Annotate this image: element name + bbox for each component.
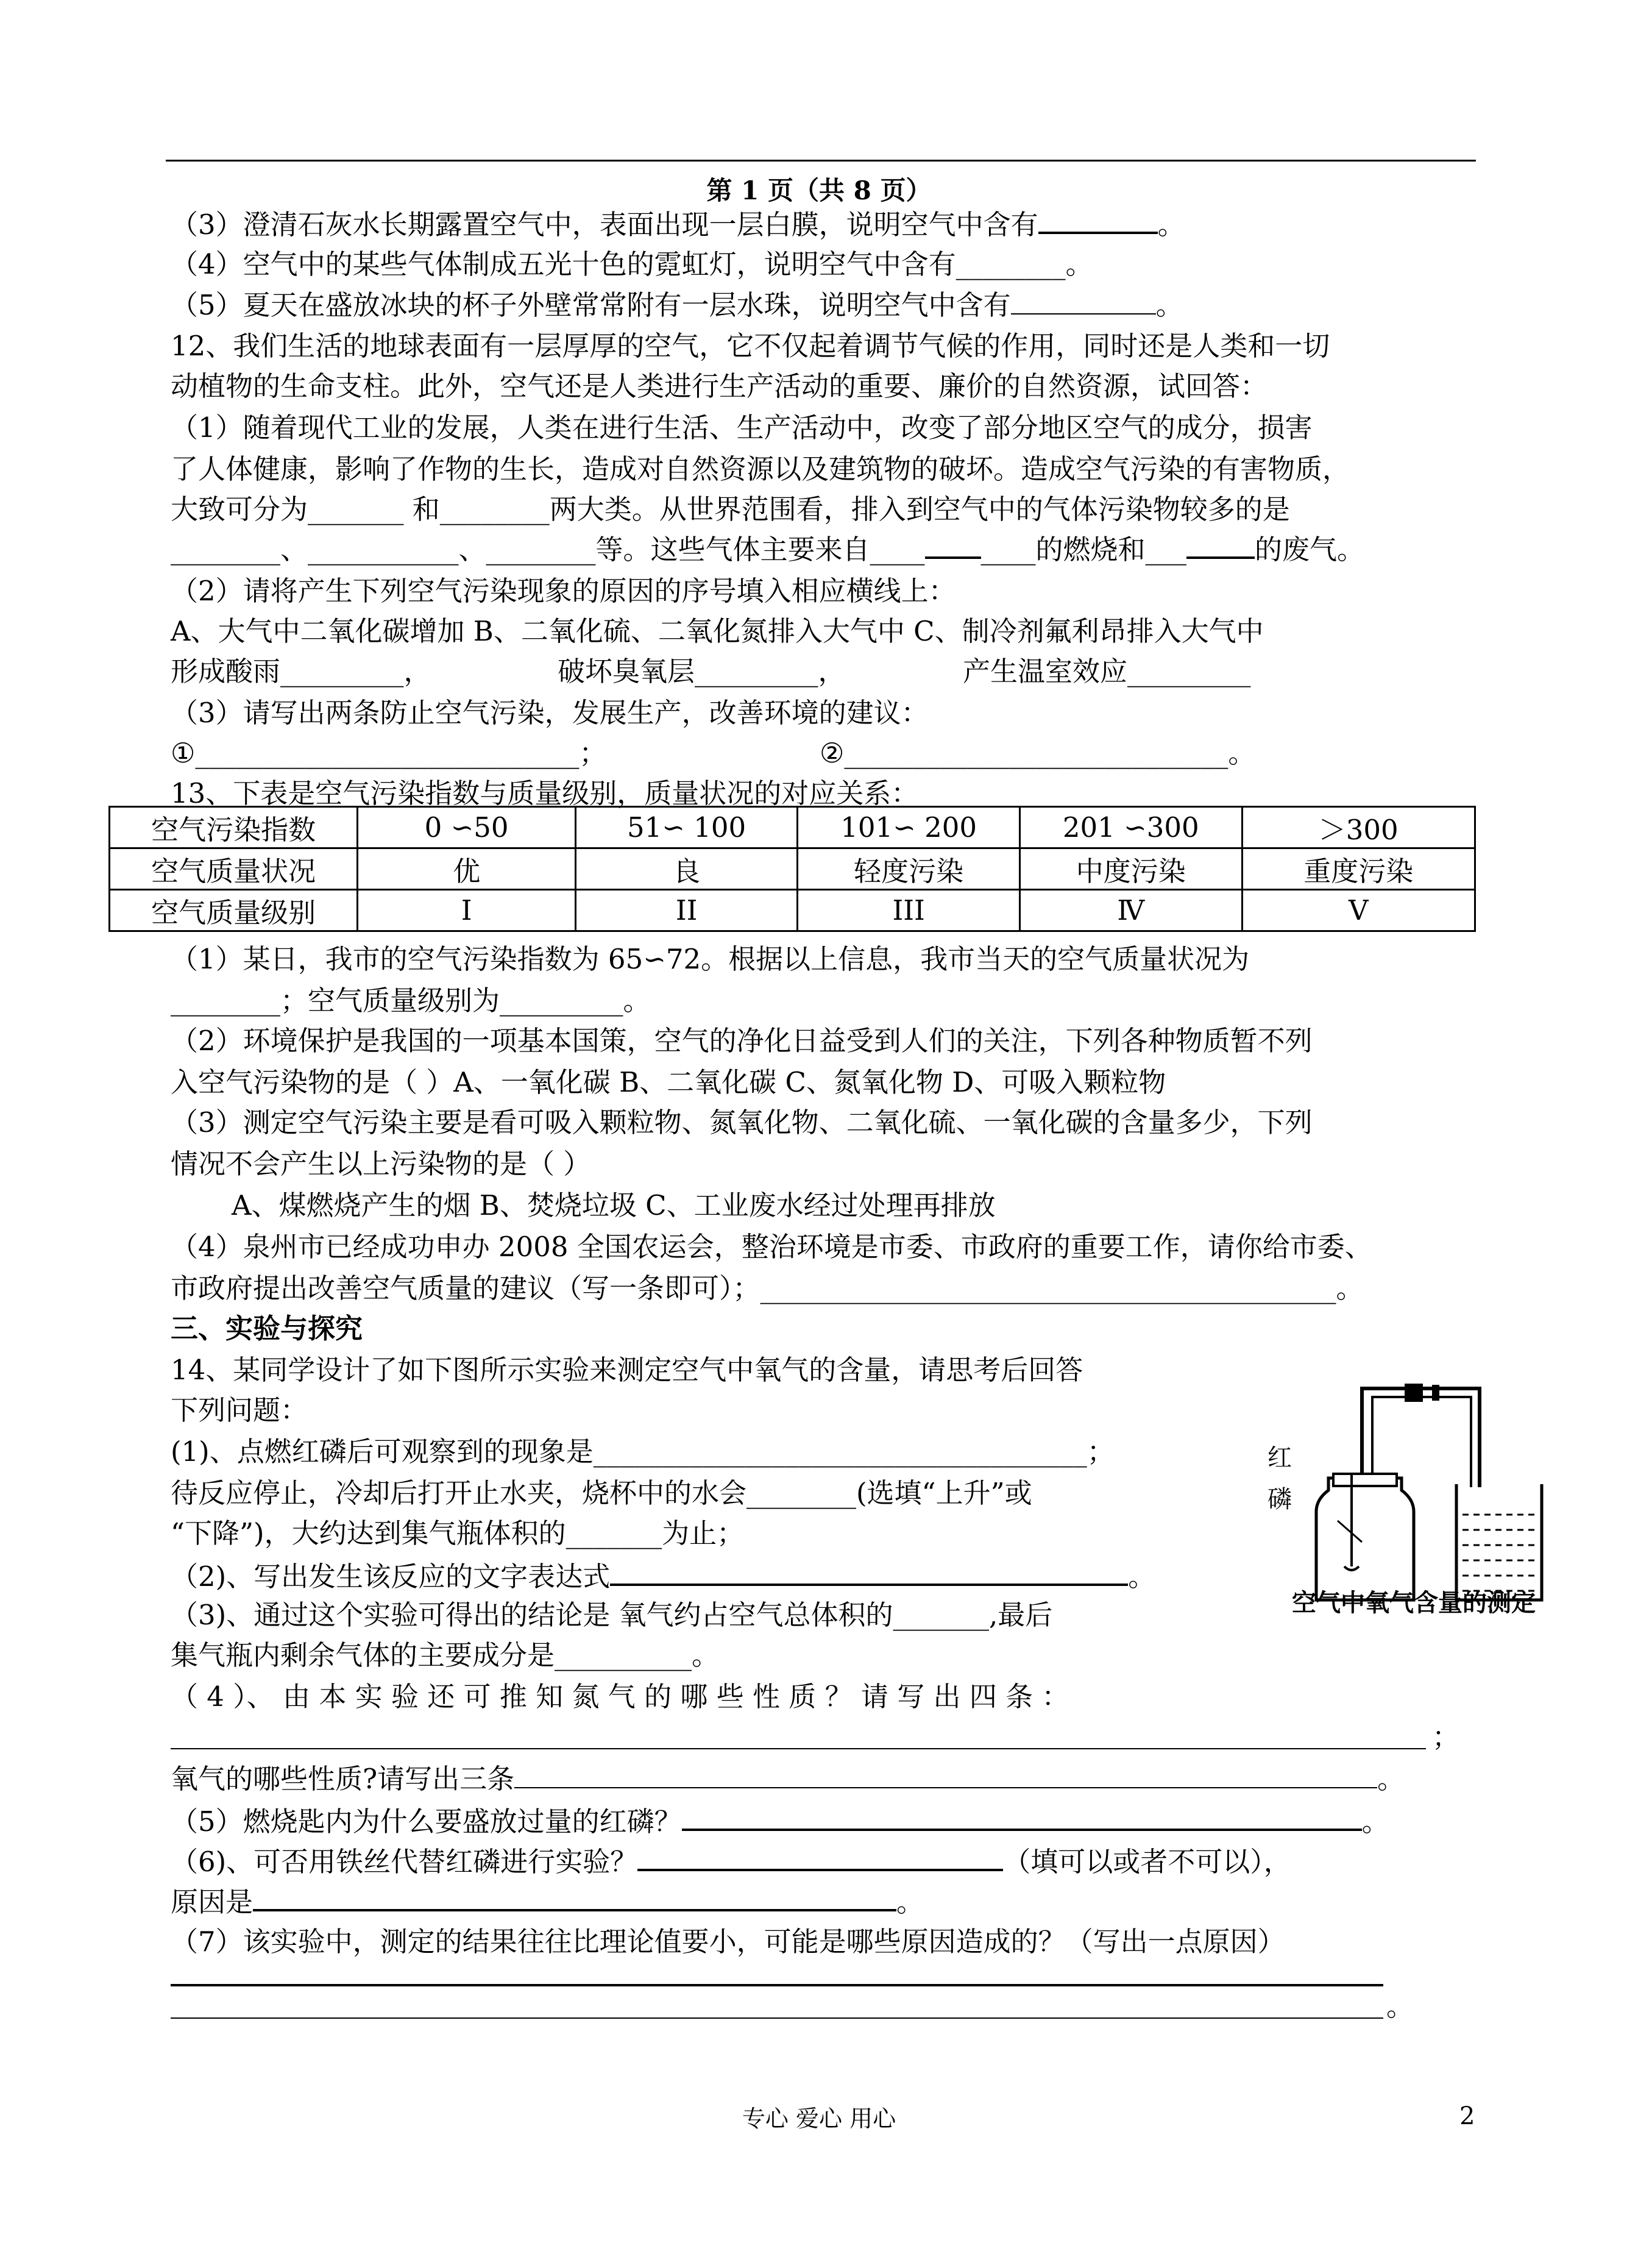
q13-part4-line1: （4）泉州市已经成功申办 2008 全国农运会，整治环境是市委、市政府的重要工作，请你给市委、 — [171, 1231, 1372, 1263]
table-row — [110, 890, 1475, 931]
answer-blank — [925, 538, 981, 559]
q13-part4-line2: 市政府提出改善空气质量的建议（写一条即可）；__________________________________________。 — [171, 1272, 1364, 1304]
q12-part2-ozone: 破坏臭氧层_________， — [558, 655, 846, 688]
q13-part1-line2: ________；空气质量级别为_________。 — [171, 984, 651, 1017]
q14-part1-line2: 待反应停止，冷却后打开止水夹，烧杯中的水会________(选填“上升”或 — [171, 1477, 1032, 1509]
table-cell: 101∽ 200 — [798, 807, 1020, 848]
q13-part1-line1: （1）某日，我市的空气污染指数为 65∽72。根据以上信息，我市当天的空气质量状况为 — [171, 943, 1250, 975]
table-row — [110, 848, 1475, 890]
q14-part4-line1: （ 4 ）、 由 本 实 验 还 可 推 知 氮 气 的 哪 些 性 质 ？ 请 写 出 四 条 ： — [171, 1680, 1069, 1713]
q12-part1-line3: 大致可分为_______ 和________两大类。从世界范围看，排入到空气中的气体污染物较多的是 — [171, 493, 1290, 525]
answer-blank — [1038, 205, 1158, 234]
q12-part2-options: A、大气中二氧化碳增加 B、二氧化硫、二氧化氮排入大气中 C、制冷剂氟利昂排入大气中 — [171, 615, 1264, 647]
q13-title: 13、下表是空气污染指数与质量级别，质量状况的对应关系： — [171, 777, 919, 809]
answer-line — [171, 1984, 1383, 1986]
q12-part1-line2: 了人体健康，影响了作物的生长，造成对自然资源以及建筑物的破坏。造成空气污染的有害物质， — [171, 453, 1350, 485]
table-cell: V — [1242, 890, 1475, 931]
answer-blank — [637, 1842, 1003, 1871]
table-cell: 空气污染指数 — [110, 807, 358, 848]
answer-line — [171, 2017, 1383, 2019]
section-title: 三、实验与探究 — [171, 1312, 363, 1345]
q12-part2-greenhouse: 产生温室效应_________ — [963, 655, 1251, 688]
q14-part6-line1: （6)、可否用铁丝代替红磷进行实验？ （填可以或者不可以）， — [171, 1842, 1291, 1880]
q14-part3-line1: （3)、通过这个实验可得出的结论是 氧气约占空气总体积的_______,最后 — [171, 1599, 1053, 1631]
answer-blank — [514, 1760, 1377, 1788]
q14-part5: （5）燃烧匙内为什么要盛放过量的红磷？ 。 — [171, 1802, 1389, 1840]
q14-intro-line2: 下列问题： — [171, 1394, 308, 1426]
q13-part2-line2: 入空气污染物的是（ ）A、一氧化碳 B、二氧化碳 C、氮氧化物 D、可吸入颗粒物 — [171, 1066, 1166, 1098]
q12-part2-title: （2）请将产生下列空气污染现象的原因的序号填入相应横线上： — [171, 575, 956, 607]
q14-part4-line1-end: ； — [1432, 1721, 1460, 1753]
air-quality-table — [108, 806, 1476, 932]
q12-part3-suggestion2: ②____________________________。 — [820, 737, 1256, 769]
page-info: 第 1 页（共 8 页） — [706, 176, 932, 205]
figure-caption: 空气中氧气含量的测定 — [1292, 1588, 1536, 1617]
table-cell: 空气质量状况 — [110, 848, 358, 890]
table-cell: Ⅳ — [1019, 890, 1242, 931]
q14-part7-end: 。 — [1386, 1990, 1414, 2022]
q11-part5: （5）夏天在盛放冰块的杯子外壁常常附有一层水珠，说明空气中含有 。 — [171, 286, 1183, 324]
q12-part2-acid-rain: 形成酸雨_________， — [171, 655, 431, 688]
q14-part3-line2: 集气瓶内剩余气体的主要成分是__________。 — [171, 1639, 720, 1671]
table-cell: 重度污染 — [1242, 848, 1475, 890]
q14-part6-line2: 原因是 。 — [171, 1882, 924, 1921]
answer-blank — [610, 1557, 1128, 1586]
q14-part4-line2: 氧气的哪些性质?请写出三条 。 — [171, 1760, 1405, 1797]
table-cell: 中度污染 — [1019, 848, 1242, 890]
table-cell: II — [575, 890, 798, 931]
answer-blank — [682, 1802, 1362, 1831]
table-cell: 0 ∽50 — [358, 807, 576, 848]
table-cell: 51∽ 100 — [575, 807, 798, 848]
page-number: 2 — [1459, 2102, 1475, 2130]
q13-part3-line1: （3）测定空气污染主要是看可吸入颗粒物、氮氧化物、二氧化硫、一氧化碳的含量多少，下列 — [171, 1106, 1313, 1139]
header-rule — [166, 160, 1476, 162]
q13-part3-options: A、煤燃烧产生的烟 B、焚烧垃圾 C、工业废水经过处理再排放 — [232, 1189, 996, 1221]
table-cell: 良 — [575, 848, 798, 890]
q12-part3-title: （3）请写出两条防止空气污染，发展生产，改善环境的建议： — [171, 697, 929, 729]
q12-part3-suggestion1: ①____________________________； — [171, 737, 607, 769]
figure-label-phosphorus: 磷 — [1268, 1485, 1292, 1513]
footer-motto: 专心 爱心 用心 — [742, 2105, 896, 2132]
table-cell: III — [798, 890, 1020, 931]
q14-part2: （2)、写出发生该反应的文字表达式 。 — [171, 1557, 1155, 1595]
q13-part2-line1: （2）环境保护是我国的一项基本国策，空气的净化日益受到人们的关注，下列各种物质暂不列 — [171, 1025, 1313, 1057]
table-cell: 优 — [358, 848, 576, 890]
q14-part1-line3: “下降”)，大约达到集气瓶体积的_______为止； — [171, 1517, 745, 1549]
answer-blank — [253, 1882, 896, 1911]
table-cell: 轻度污染 — [798, 848, 1020, 890]
q14-part1-line1: (1)、点燃红磷后可观察到的现象是____________________________________； — [171, 1435, 1115, 1468]
q12-intro-line1: 12、我们生活的地球表面有一层厚厚的空气，它不仅起着调节气候的作用，同时还是人类和一切 — [171, 330, 1330, 362]
answer-blank — [1186, 538, 1255, 559]
q12-intro-line2: 动植物的生命支柱。此外，空气还是人类进行生产活动的重要、廉价的自然资源，试回答： — [171, 370, 1268, 402]
table-cell: ＞300 — [1242, 807, 1475, 848]
q13-part3-line2: 情况不会产生以上污染物的是（ ） — [171, 1148, 591, 1180]
q12-part1-line4: ________、___________、________等。这些气体主要来自____ ____的燃烧和___ 的废气。 — [171, 533, 1365, 566]
answer-line — [171, 1748, 1426, 1749]
table-cell: 空气质量级别 — [110, 890, 358, 931]
q12-part1-line1: （1）随着现代工业的发展，人类在进行生活、生产活动中，改变了部分地区空气的成分，损害 — [171, 411, 1313, 444]
table-cell: I — [358, 890, 576, 931]
q11-part4: （4）空气中的某些气体制成五光十色的霓虹灯，说明空气中含有________。 — [171, 248, 1093, 280]
q14-intro-line1: 14、某同学设计了如下图所示实验来测定空气中氧气的含量，请思考后回答 — [171, 1354, 1083, 1386]
figure-label-red: 红 — [1268, 1444, 1292, 1472]
q14-part7: （7）该实验中，测定的结果往往比理论值要小，可能是哪些原因造成的？（写出一点原因） — [171, 1925, 1285, 1958]
answer-blank — [1011, 286, 1156, 315]
q11-part3: （3）澄清石灰水长期露置空气中，表面出现一层白膜，说明空气中含有 。 — [171, 205, 1185, 243]
table-row — [110, 807, 1475, 848]
table-cell: 201 ∽300 — [1019, 807, 1242, 848]
